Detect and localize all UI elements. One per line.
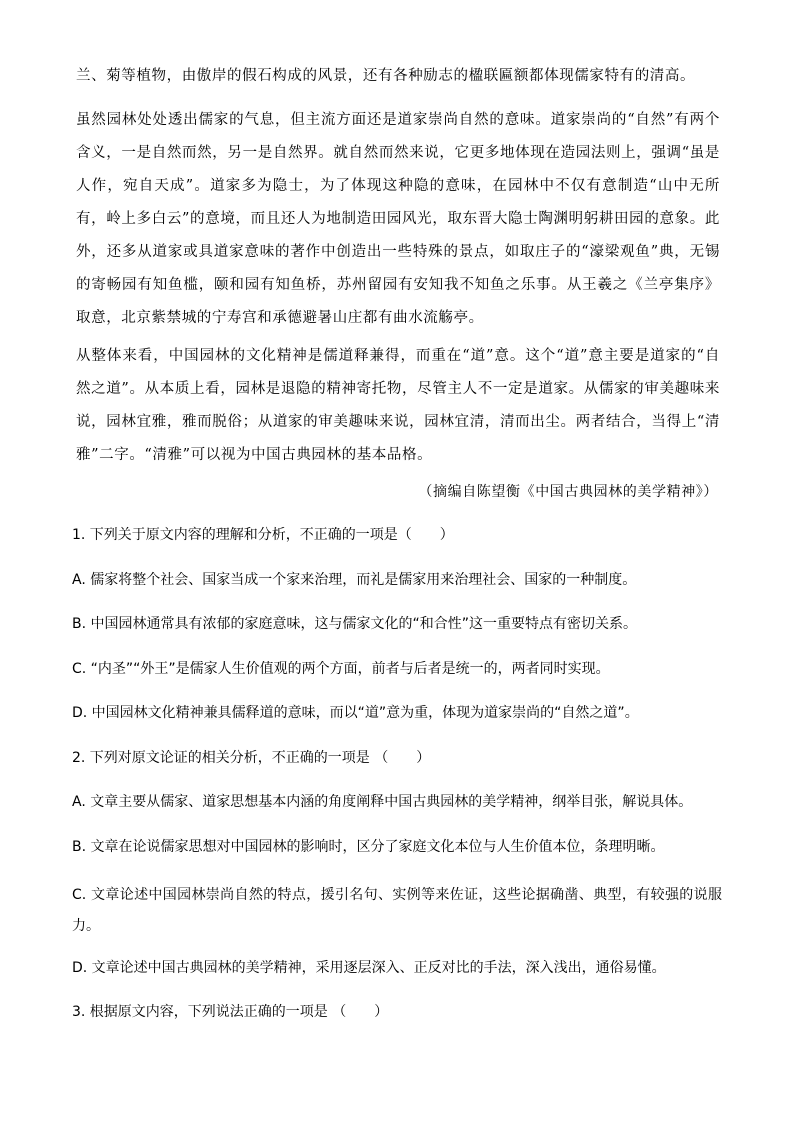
question-3-stem: 3. 根据原文内容，下列说法正确的一项是 （ ）	[72, 1004, 389, 1020]
question-1-option-d: D. 中国园林文化精神兼具儒释道的意味，而以“道”意为重，体现为道家崇尚的“自然之道”。	[72, 705, 639, 721]
question-2-stem: 2. 下列对原文论证的相关分析，不正确的一项是 （ ）	[72, 750, 431, 766]
question-1-option-b: B. 中国园林通常具有浓郁的家庭意味，这与儒家文化的“和合性”这一重要特点有密切关系。	[72, 616, 638, 632]
question-2-option-d: D. 文章论述中国古典园林的美学精神，采用逐层深入、正反对比的手法，深入浅出，通俗易懂。	[72, 960, 666, 976]
question-2-option-b: B. 文章在论说儒家思想对中国园林的影响时，区分了家庭文化本位与人生价值本位，条理明晰。	[72, 839, 665, 855]
question-1-stem: 1. 下列关于原文内容的理解和分析，不正确的一项是（ ）	[72, 527, 454, 543]
passage-paragraph-daoist: 虽然园林处处透出儒家的气息，但主流方面还是道家崇尚自然的意味。道家崇尚的“自然”有两个含义，一是自然而然，另一是自然界。就自然而然来说，它更多地体现在造园法则上，强调“虽是人作，宛自天成”。道家多为隐士，为了体现这种隐的意味，在园林中不仅有意制造“山中无所有，岭上多白云”的意境，而且还人为地制造田园风光，取东晋大隐士陶渊明躬耕田园的意象。此外，还多从道家或具道家意味的著作中创造出一些特殊的景点，如取庄子的“濠梁观鱼”典，无锡的寄畅园有知鱼槛，颐和园有知鱼桥，苏州留园有安知我不知鱼之乐事。从王羲之《兰亭集序》取意，北京紫禁城的宁寿宫和承德避暑山庄都有曲水流觞亭。	[76, 112, 720, 326]
question-2-option-a: A. 文章主要从儒家、道家思想基本内涵的角度阐释中国古典园林的美学精神，纲举目张，解说具体。	[72, 794, 693, 810]
question-1-option-c: C. “内圣”“外王”是儒家人生价值观的两个方面，前者与后者是统一的，两者同时实现。	[72, 661, 610, 677]
passage-paragraph-conclusion: 从整体来看，中国园林的文化精神是儒道释兼得，而重在“道”意。这个“道”意主要是道家的“自然之道”。从本质上看，园林是退隐的精神寄托物，尽管主人不一定是道家。从儒家的审美趣味来说，园林宜雅，雅而脱俗；从道家的审美趣味来说，园林宜清，清而出尘。两者结合，当得上“清雅”二字。“清雅”可以视为中国古典园林的基本品格。	[76, 348, 720, 463]
passage-source: （摘编自陈望衡《中国古典园林的美学精神》）	[418, 484, 718, 500]
passage-paragraph-continued: 兰、菊等植物，由傲岸的假石构成的风景，还有各种励志的楹联匾额都体现儒家特有的清高。	[76, 68, 696, 84]
question-2-option-c: C. 文章论述中国园林崇尚自然的特点，援引名句、实例等来佐证，这些论据确凿、典型，有较强的说服力。	[72, 887, 722, 934]
question-1-option-a: A. 儒家将整个社会、国家当成一个家来治理，而礼是儒家用来治理社会、国家的一种制度。	[72, 572, 637, 588]
